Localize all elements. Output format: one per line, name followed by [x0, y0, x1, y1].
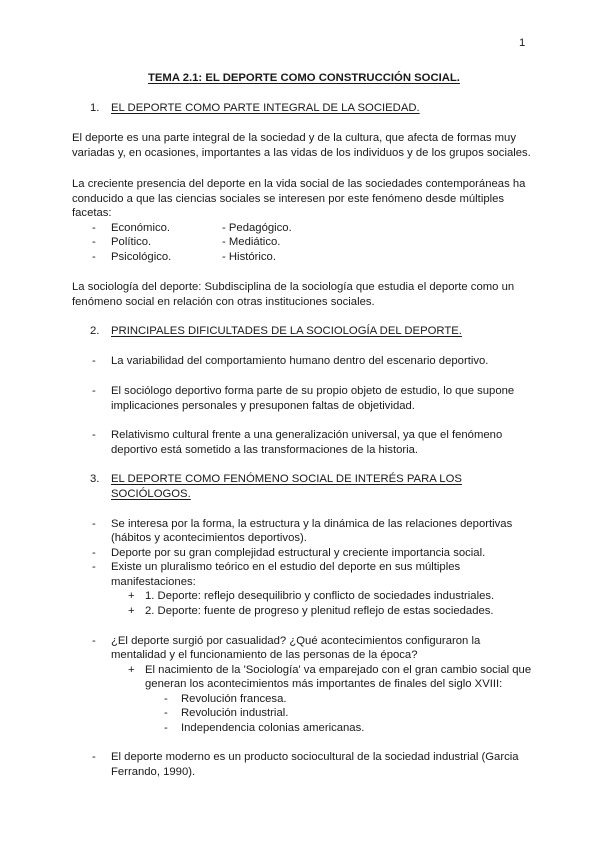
section-2-number: 2. — [90, 325, 100, 337]
section-1-heading: EL DEPORTE COMO PARTE INTEGRAL DE LA SOCIEDAD. — [111, 102, 420, 114]
bullet-line: Existe un pluralismo teórico en el estudio del deporte en sus múltiples — [111, 561, 461, 573]
paragraph-line: La sociología del deporte: Subdisciplina de la sociología que estudia el deporte como un — [72, 281, 515, 293]
list-marker: - — [92, 635, 96, 647]
bullet-line: Ferrando, 1990). — [111, 766, 196, 778]
sub-sub-bullet-line: Revolución industrial. — [181, 707, 289, 719]
sub-bullet-line: generan los acontecimientos más importantes de finales del siglo XVIII: — [145, 678, 503, 690]
facet-item: Psicológico. — [111, 251, 172, 263]
bullet-line: Deporte por su gran complejidad estructural y creciente importancia social. — [111, 547, 486, 559]
list-marker: - — [92, 385, 96, 397]
list-marker: - — [164, 707, 168, 719]
list-marker: - — [92, 547, 96, 559]
list-marker: - — [92, 518, 96, 530]
sub-bullet-line: 2. Deporte: fuente de progreso y plenitud reflejo de estas sociedades. — [145, 605, 494, 617]
list-marker: - — [164, 722, 168, 734]
sub-bullet-line: 1. Deporte: reflejo desequilibrio y conflicto de sociedades industriales. — [145, 590, 495, 602]
list-marker: - — [92, 429, 96, 441]
paragraph-line: variadas y, en ocasiones, importantes a las vidas de los individuos y de los grupos sociales. — [72, 147, 531, 159]
facet-item: Económico. — [111, 222, 171, 234]
paragraph-line: conducido a que las ciencias sociales se interesen por este fenómeno desde múltiples — [72, 193, 505, 205]
sub-sub-bullet-line: Revolución francesa. — [181, 693, 287, 705]
facet-item: Político. — [111, 236, 152, 248]
paragraph-line: La creciente presencia del deporte en la vida social de las sociedades contemporáneas ha — [72, 178, 526, 190]
sub-sub-bullet-line: Independencia colonias americanas. — [181, 722, 365, 734]
bullet-line: Se interesa por la forma, la estructura y la dinámica de las relaciones deportivas — [111, 518, 513, 530]
list-marker: + — [128, 590, 135, 602]
bullet-line: La variabilidad del comportamiento humano dentro del escenario deportivo. — [111, 355, 489, 367]
bullet-line: manifestaciones: — [111, 576, 196, 588]
list-marker: - — [92, 355, 96, 367]
bullet-line: ¿El deporte surgió por casualidad? ¿Qué acontecimientos configuraron la — [111, 635, 481, 647]
list-marker: - — [92, 251, 96, 263]
list-marker: - — [92, 222, 96, 234]
bullet-line: mentalidad y el funcionamiento de las personas de la época? — [111, 649, 418, 661]
list-marker: - — [164, 693, 168, 705]
section-3-heading: SOCIÓLOGOS. — [111, 488, 191, 500]
document-title: TEMA 2.1: EL DEPORTE COMO CONSTRUCCIÓN SOCIAL. — [148, 72, 460, 84]
section-1-number: 1. — [90, 102, 100, 114]
list-marker: - — [92, 561, 96, 573]
list-marker: + — [128, 664, 135, 676]
page-number: 1 — [519, 37, 526, 49]
paragraph-line: facetas: — [72, 207, 112, 219]
list-marker: - — [92, 751, 96, 763]
bullet-line: El sociólogo deportivo forma parte de su propio objeto de estudio, lo que supone — [111, 385, 515, 397]
paragraph-line: fenómeno social en relación con otras instituciones sociales. — [72, 296, 375, 308]
bullet-line: deportivo está sometido a las transformaciones de la historia. — [111, 444, 419, 456]
bullet-line: implicaciones personales y presuponen faltas de objetividad. — [111, 400, 415, 412]
facet-item: - Mediático. — [222, 236, 281, 248]
facet-item: - Pedagógico. — [222, 222, 292, 234]
section-2-heading: PRINCIPALES DIFICULTADES DE LA SOCIOLOGÍA DEL DEPORTE. — [111, 325, 462, 337]
list-marker: - — [92, 236, 96, 248]
sub-bullet-line: El nacimiento de la 'Sociología' va emparejado con el gran cambio social que — [145, 664, 532, 676]
section-3-number: 3. — [90, 473, 100, 485]
paragraph-line: El deporte es una parte integral de la sociedad y de la cultura, que afecta de formas muy — [72, 132, 516, 144]
bullet-line: Relativismo cultural frente a una generalización universal, ya que el fenómeno — [111, 429, 503, 441]
bullet-line: El deporte moderno es un producto sociocultural de la sociedad industrial (Garcia — [111, 751, 519, 763]
list-marker: + — [128, 605, 135, 617]
bullet-line: (hábitos y acontecimientos deportivos). — [111, 532, 307, 544]
facet-item: - Histórico. — [222, 251, 276, 263]
section-3-heading: EL DEPORTE COMO FENÓMENO SOCIAL DE INTERÉS PARA LOS — [111, 473, 462, 485]
